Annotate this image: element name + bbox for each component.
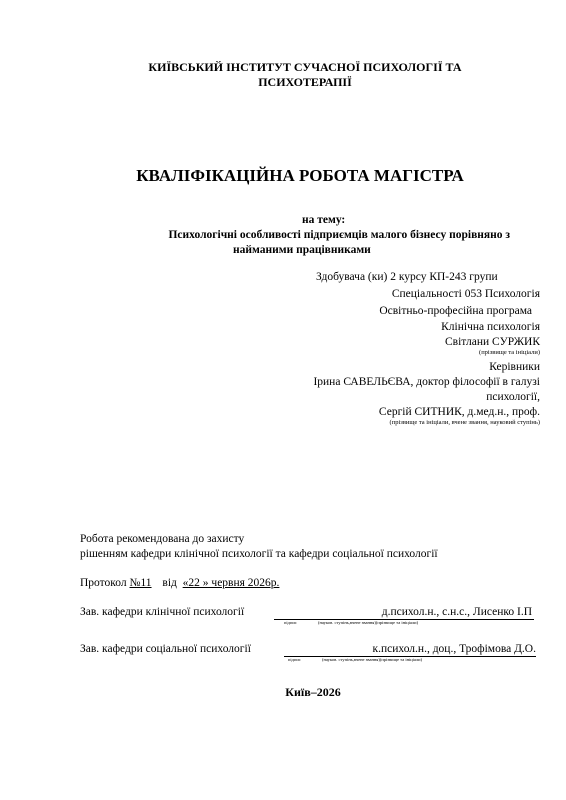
author-program-name: Клінічна психологія	[441, 321, 540, 333]
protocol-prefix: Протокол	[80, 577, 127, 589]
head1-sign-caption: підпис	[284, 620, 297, 625]
supervisors-label: Керівники	[489, 361, 540, 373]
protocol-number: №11	[129, 577, 152, 589]
head1-label: Зав. кафедри клінічної психології	[80, 606, 245, 618]
head2-info-caption: (науков. ступінь,вчене звання)(прізвище та ініціали)	[322, 657, 423, 662]
supervisors-caption: (прізвище та ініціали, вчене звання, науковий ступінь)	[389, 419, 540, 426]
head1-info-caption: (науков. ступінь,вчене звання)(прізвище та ініціали)	[318, 620, 419, 625]
author-name: Світлани СУРЖИК	[445, 336, 540, 348]
protocol-from: від	[162, 577, 177, 589]
supervisor-line1: Ірина САВЕЛЬЄВА, доктор філософії в галузі	[313, 376, 540, 388]
city-year: Київ–2026	[285, 685, 341, 699]
head2-sign-caption: підпис	[288, 657, 301, 662]
topic-label: на тему:	[302, 214, 346, 226]
supervisor-line2: психології,	[486, 391, 540, 403]
recommendation-line1: Робота рекомендована до захисту	[80, 533, 245, 545]
topic-line2: найманими працівниками	[233, 244, 371, 256]
institute-name-line2: ПСИХОТЕРАПІЇ	[258, 75, 352, 89]
head2-label: Зав. кафедри соціальної психології	[80, 643, 251, 655]
document-title: КВАЛІФІКАЦІЙНА РОБОТА МАГІСТРА	[136, 166, 464, 185]
author-specialty: Спеціальності 053 Психологія	[391, 288, 540, 300]
author-name-caption: (прізвище та ініціали)	[479, 349, 540, 356]
head2-value: к.психол.н., доц., Трофімова Д.О.	[372, 643, 536, 655]
topic-line1: Психологічні особливості підприємців малого бізнесу порівняно з	[168, 229, 510, 241]
protocol-date: «22 » червня 2026р.	[182, 577, 280, 589]
author-program: Освітньо-професійна програма	[379, 305, 532, 317]
institute-name-line1: КИЇВСЬКИЙ ІНСТИТУТ СУЧАСНОЇ ПСИХОЛОГІЇ ТА	[148, 60, 462, 74]
supervisor-line3: Сергій СИТНИК, д.мед.н., проф.	[378, 406, 540, 418]
recommendation-line2: рішенням кафедри клінічної психології та кафедри соціальної психології	[80, 548, 438, 560]
protocol-line	[80, 576, 291, 591]
head1-value: д.психол.н., с.н.с., Лисенко І.П	[381, 606, 532, 618]
author-course-group: Здобувача (ки) 2 курсу КП-243 групи	[316, 271, 498, 283]
